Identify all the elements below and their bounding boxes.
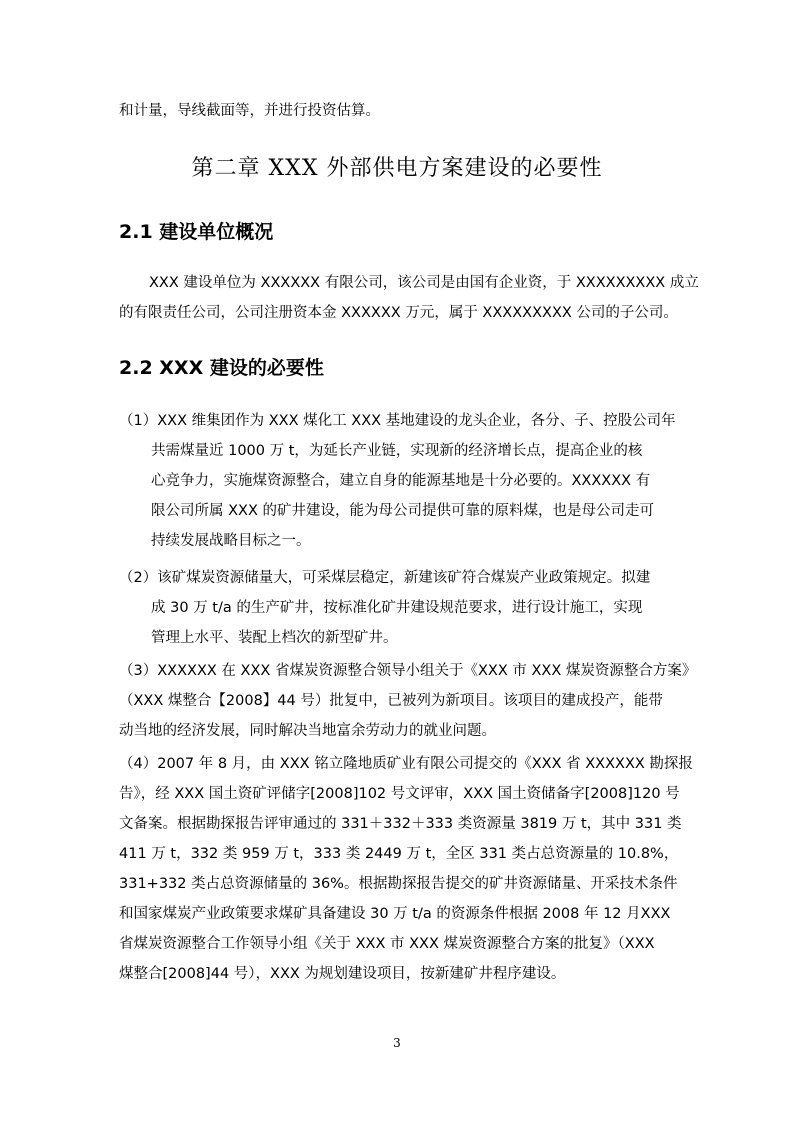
list-line: 共需煤量近 1000 万 t，为延长产业链，实现新的经济增长点，提高企业的核: [151, 443, 643, 459]
list-line: 告》，经 XXX 国土资矿评储字[2008]102 号文评审，XXX 国土资储备字[2008]120 号: [119, 786, 680, 802]
section-heading-2-2: 2.2 XXX 建设的必要性: [119, 357, 324, 379]
list-line: 文备案。根据勘探报告评审通过的 331＋332＋333 类资源量 3819 万 t，其中 331 类: [119, 816, 682, 832]
paragraph-line: 的有限责任公司，公司注册资本金 XXXXXX 万元，属于 XXXXXXXXX 公司的子公司。: [119, 305, 678, 321]
list-line: 持续发展战略目标之一。: [151, 533, 311, 549]
list-item-4: [119, 749, 701, 989]
list-line: 限公司所属 XXX 的矿井建设，能为母公司提供可靠的原料煤，也是母公司走可: [151, 503, 655, 519]
section-2-1-paragraph: [119, 268, 701, 328]
paragraph-line: XXX 建设单位为 XXXXXX 有限公司，该公司是由国有企业资，于 XXXXXXXXX 成立: [149, 275, 699, 291]
list-item-1: [119, 406, 701, 556]
list-line: 成 30 万 t/a 的生产矿井，按标准化矿井建设规范要求，进行设计施工，实现: [151, 600, 643, 616]
chapter-title: 第二章 XXX 外部供电方案建设的必要性: [191, 156, 603, 181]
list-line: 管理上水平、装配上档次的新型矿井。: [151, 630, 398, 646]
list-line: 和国家煤炭产业政策要求煤矿具备建设 30 万 t/a 的资源条件根据 2008 年 12 月XXX: [119, 906, 671, 922]
lead-line: 和计量，导线截面等，并进行投资估算。: [119, 103, 380, 119]
list-line: （2）该矿煤炭资源储量大，可采煤层稳定，新建该矿符合煤炭产业政策规定。拟建: [119, 570, 651, 586]
page-number: 3: [393, 1036, 401, 1050]
list-line: （1）XXX 维集团作为 XXX 煤化工 XXX 基地建设的龙头企业，各分、子、控股公司年: [119, 413, 676, 429]
list-item-2: [119, 563, 701, 653]
section-heading-2-1: 2.1 建设单位概况: [119, 221, 274, 243]
list-line: 心竞争力，实施煤资源整合，建立自身的能源基地是十分必要的。XXXXXX 有: [151, 473, 651, 489]
list-item-3: [119, 656, 701, 746]
list-line: 煤整合[2008]44 号），XXX 为规划建设项目，按新建矿井程序建设。: [119, 966, 566, 982]
list-line: （4）2007 年 8 月，由 XXX 铭立隆地质矿业有限公司提交的《XXX 省 XXXXXX 勘探报: [119, 756, 693, 772]
list-line: （3）XXXXXX 在 XXX 省煤炭资源整合领导小组关于《XXX 市 XXX 煤炭资源整合方案》: [119, 663, 697, 679]
list-line: （XXX 煤整合【2008】44 号）批复中，已被列为新项目。该项目的建成投产，能带: [119, 693, 663, 709]
list-line: 411 万 t，332 类 959 万 t，333 类 2449 万 t，全区 331 类占总资源量的 10.8%，: [119, 846, 679, 862]
list-line: 331+332 类占总资源储量的 36%。根据勘探报告提交的矿井资源储量、开采技术条件: [119, 876, 678, 892]
list-line: 省煤炭资源整合工作领导小组《关于 XXX 市 XXX 煤炭资源整合方案的批复》（XXX: [119, 936, 655, 952]
list-line: 动当地的经济发展，同时解决当地富余劳动力的就业问题。: [119, 723, 496, 739]
